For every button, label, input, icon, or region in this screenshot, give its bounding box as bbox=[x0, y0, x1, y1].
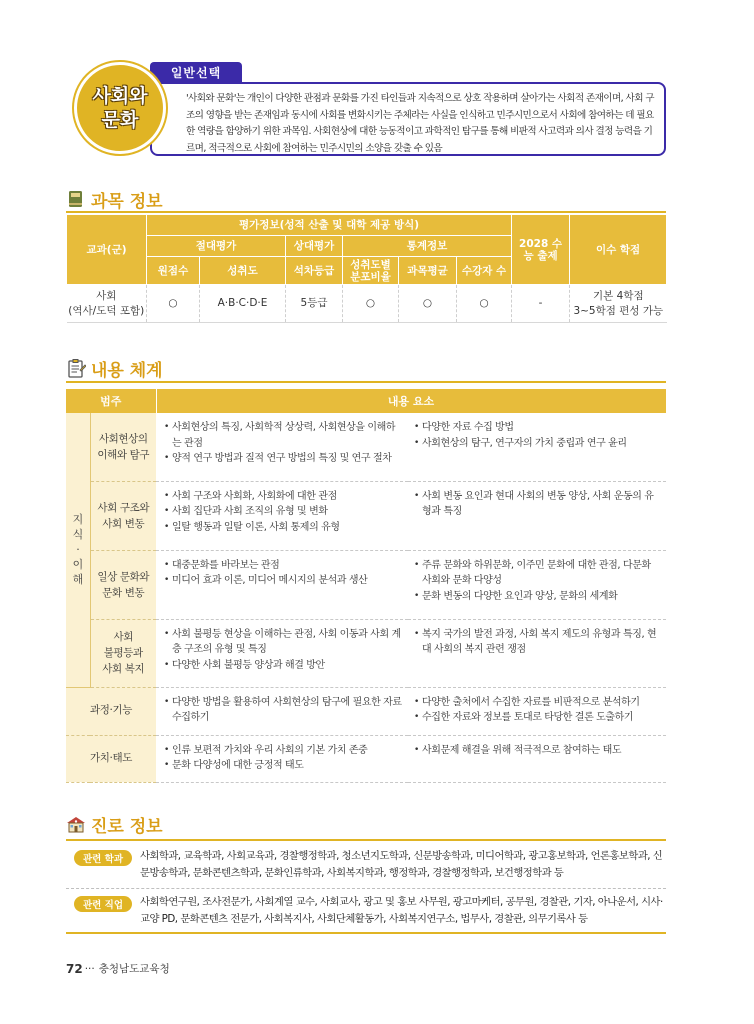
list-item: • 문화 다양성에 대한 긍정적 태도 bbox=[164, 758, 402, 774]
cell-subject bbox=[67, 285, 147, 323]
cell-avg: ○ bbox=[399, 285, 457, 323]
row-category bbox=[90, 413, 156, 481]
school-icon bbox=[66, 814, 86, 834]
majors-text: 사회학과, 교육학과, 사회교육과, 경찰행정학과, 청소년지도학과, 신문방송학과, 미디어학과, 광고홍보학과, 언론홍보학과, 신문방송학과, 문화콘텐츠학과, 문화인류학과, 사회복지학과, 행정학과, 경찰행정학과, 보건행정학과 등 bbox=[140, 850, 663, 879]
table-row bbox=[66, 413, 666, 481]
related-jobs bbox=[66, 894, 666, 928]
career-title-text: 진로 정보 bbox=[91, 816, 163, 837]
subject-line: 사회 bbox=[96, 289, 117, 302]
element-left bbox=[156, 687, 408, 735]
jobs-text: 사회학연구원, 조사전문가, 사회계열 교수, 사회교사, 광고 및 홍보 사무원, 광고마케터, 공무원, 경찰관, 기자, 아나운서, 시사·교양 PD, 문화콘텐츠 전문가, 사회복지사, 사회단체활동가, 사회복지연구소, 법무사, 경찰관, 의무기록사 등 bbox=[140, 896, 663, 925]
element-left bbox=[156, 413, 408, 481]
list-item: • 사회 불평등 현상을 이해하는 관점, 사회 이동과 사회 계층 구조의 유형 및 특징 bbox=[164, 627, 402, 658]
element-left bbox=[156, 550, 408, 619]
list-item: • 주류 문화와 하위문화, 이주민 문화에 대한 관점, 다문화 사회와 문화 다양성 bbox=[414, 558, 658, 589]
subject-name-line2: 문화 bbox=[101, 109, 139, 131]
row-category bbox=[90, 481, 156, 550]
header-eval-info: 평가정보(성적 산출 및 대학 제공 방식) bbox=[147, 215, 512, 236]
subject-name-line1: 사회와 bbox=[92, 85, 148, 107]
course-info-table bbox=[66, 214, 667, 323]
table-row bbox=[67, 285, 667, 323]
header-raw-score: 원점수 bbox=[147, 257, 200, 285]
footer-dots: ··· bbox=[84, 962, 95, 975]
table-row bbox=[66, 735, 666, 782]
list-item: • 수집한 자료와 정보를 토대로 타당한 결론 도출하기 bbox=[414, 710, 658, 726]
list-item: • 인류 보편적 가치와 우리 사회의 기본 가치 존중 bbox=[164, 743, 402, 759]
header-rank: 석차등급 bbox=[286, 257, 343, 285]
table-row bbox=[66, 481, 666, 550]
knowledge-char: 지 bbox=[72, 513, 83, 527]
page-number: 72 bbox=[66, 961, 83, 976]
list-item: • 다양한 사회 불평등 양상과 해결 방안 bbox=[164, 658, 402, 674]
header-relative: 상대평가 bbox=[286, 236, 343, 257]
course-info-title-text: 과목 정보 bbox=[91, 191, 163, 212]
table-row bbox=[66, 687, 666, 735]
header-subject-group: 교과(군) bbox=[67, 215, 147, 285]
process-category: 과정·기능 bbox=[66, 687, 156, 735]
header-students: 수강자 수 bbox=[457, 257, 512, 285]
element-left bbox=[156, 735, 408, 782]
list-item: • 대중문화를 바라보는 관점 bbox=[164, 558, 402, 574]
element-right bbox=[408, 550, 666, 619]
element-left bbox=[156, 619, 408, 687]
career-bottom-rule bbox=[66, 932, 666, 934]
element-left bbox=[156, 481, 408, 550]
category-line: 사회 bbox=[113, 631, 133, 643]
list-item: • 문화 변동의 다양한 요인과 양상, 문화의 세계화 bbox=[414, 589, 658, 605]
header-suneung: 2028 수능 출제 bbox=[512, 215, 570, 285]
table-row bbox=[66, 619, 666, 687]
category-line: 이해와 탐구 bbox=[97, 448, 150, 461]
list-item: • 사회문제 해결을 위해 적극적으로 참여하는 태도 bbox=[414, 743, 658, 759]
header-stats: 통계정보 bbox=[343, 236, 512, 257]
row-category bbox=[90, 550, 156, 619]
list-item: • 다양한 자료 수집 방법 bbox=[414, 420, 658, 436]
divider bbox=[66, 888, 666, 889]
book-icon bbox=[66, 189, 86, 209]
category-line: 사회 복지 bbox=[102, 663, 145, 675]
knowledge-char: · bbox=[76, 543, 80, 557]
career-rule bbox=[66, 839, 666, 841]
list-item: • 양적 연구 방법과 질적 연구 방법의 특징 및 연구 절차 bbox=[164, 451, 402, 467]
category-line: 사회 변동 bbox=[102, 517, 145, 530]
clipboard-icon bbox=[66, 358, 86, 378]
content-system-title bbox=[66, 356, 163, 380]
footer-org: 충청남도교육청 bbox=[98, 963, 170, 975]
element-right bbox=[408, 413, 666, 481]
related-majors bbox=[66, 848, 666, 882]
cell-rank: 5등급 bbox=[286, 285, 343, 323]
category-line: 일상 문화와 bbox=[97, 570, 150, 583]
content-system-rule bbox=[66, 381, 666, 383]
career-title bbox=[66, 812, 163, 836]
element-right bbox=[408, 687, 666, 735]
list-item: • 사회현상의 특징, 사회학적 상상력, 사회현상을 이해하는 관점 bbox=[164, 420, 402, 451]
list-item: • 다양한 출처에서 수집한 자료를 비판적으로 분석하기 bbox=[414, 695, 658, 711]
subject-description: '사회와 문화'는 개인이 다양한 관점과 문화를 가진 타인들과 지속적으로 상호 작용하며 살아가는 사회적 존재이며, 사회 구조의 영향을 받는 존재임과 동시에 사회를 변화시키는 주체라는 사실을 인식하고 민주시민으로서 사회에 참여하는 데 필요한 역량을 함양하기 위한 과목임. 사회현상에 대한 능동적이고 과학적인 탐구를 통해 비판적 사고력과 의사 결정 능력을 기르며, 적극적으로 사회에 참여하는 민주시민의 소양을 갖출 수 있음 bbox=[150, 82, 666, 156]
header-category: 범주 bbox=[66, 389, 156, 413]
cell-students: ○ bbox=[457, 285, 512, 323]
course-info-title bbox=[66, 187, 163, 211]
header-elements: 내용 요소 bbox=[156, 389, 666, 413]
majors-label: 관련 학과 bbox=[74, 850, 132, 866]
values-category: 가치·태도 bbox=[66, 735, 156, 782]
category-line: 사회현상의 bbox=[98, 432, 148, 445]
content-system-table bbox=[66, 389, 667, 783]
cell-credits bbox=[570, 285, 667, 323]
content-system-title-text: 내용 체계 bbox=[91, 360, 163, 381]
table-row bbox=[66, 550, 666, 619]
list-item: • 사회 변동 요인과 현대 사회의 변동 양상, 사회 운동의 유형과 특징 bbox=[414, 489, 658, 520]
element-right bbox=[408, 481, 666, 550]
header-achievement: 성취도 bbox=[200, 257, 286, 285]
cell-raw-score: ○ bbox=[147, 285, 200, 323]
header-achievement-ratio: 성취도별 분포비율 bbox=[343, 257, 399, 285]
credits-base: 기본 4학점 bbox=[593, 289, 644, 302]
category-line: 사회 구조와 bbox=[97, 501, 150, 514]
category-line: 문화 변동 bbox=[102, 586, 145, 599]
list-item: • 사회현상의 탐구, 연구자의 가치 중립과 연구 윤리 bbox=[414, 436, 658, 452]
list-item: • 사회 구조와 사회화, 사회화에 대한 관점 bbox=[164, 489, 402, 505]
jobs-label: 관련 직업 bbox=[74, 896, 132, 912]
subject-note: (역사/도덕 포함) bbox=[68, 304, 145, 317]
list-item: • 미디어 효과 이론, 미디어 메시지의 분석과 생산 bbox=[164, 573, 402, 589]
cell-achievement-ratio: ○ bbox=[343, 285, 399, 323]
list-item: • 다양한 방법을 활용하여 사회현상의 탐구에 필요한 자료 수집하기 bbox=[164, 695, 402, 726]
category-line: 불평등과 bbox=[103, 647, 143, 659]
knowledge-char: 해 bbox=[72, 573, 83, 587]
header-avg: 과목평균 bbox=[399, 257, 457, 285]
list-item: • 복지 국가의 발전 과정, 사회 복지 제도의 유형과 특징, 현대 사회의 복지 관련 쟁점 bbox=[414, 627, 658, 658]
subject-badge bbox=[74, 62, 166, 154]
element-right bbox=[408, 735, 666, 782]
page-footer bbox=[66, 961, 170, 976]
cell-achievement: A·B·C·D·E bbox=[200, 285, 286, 323]
element-right bbox=[408, 619, 666, 687]
list-item: • 사회 집단과 사회 조직의 유형 및 변화 bbox=[164, 504, 402, 520]
category-tag: 일반선택 bbox=[150, 62, 242, 82]
credits-range: 3~5학점 편성 가능 bbox=[573, 304, 664, 317]
row-category bbox=[90, 619, 156, 687]
list-item: • 일탈 행동과 일탈 이론, 사회 통제의 유형 bbox=[164, 520, 402, 536]
header-credits: 이수 학점 bbox=[570, 215, 667, 285]
knowledge-category bbox=[66, 413, 90, 687]
course-info-rule bbox=[66, 211, 666, 213]
cell-suneung: - bbox=[512, 285, 570, 323]
knowledge-char: 이 bbox=[72, 558, 83, 572]
header-absolute: 절대평가 bbox=[147, 236, 286, 257]
knowledge-char: 식 bbox=[72, 528, 83, 542]
